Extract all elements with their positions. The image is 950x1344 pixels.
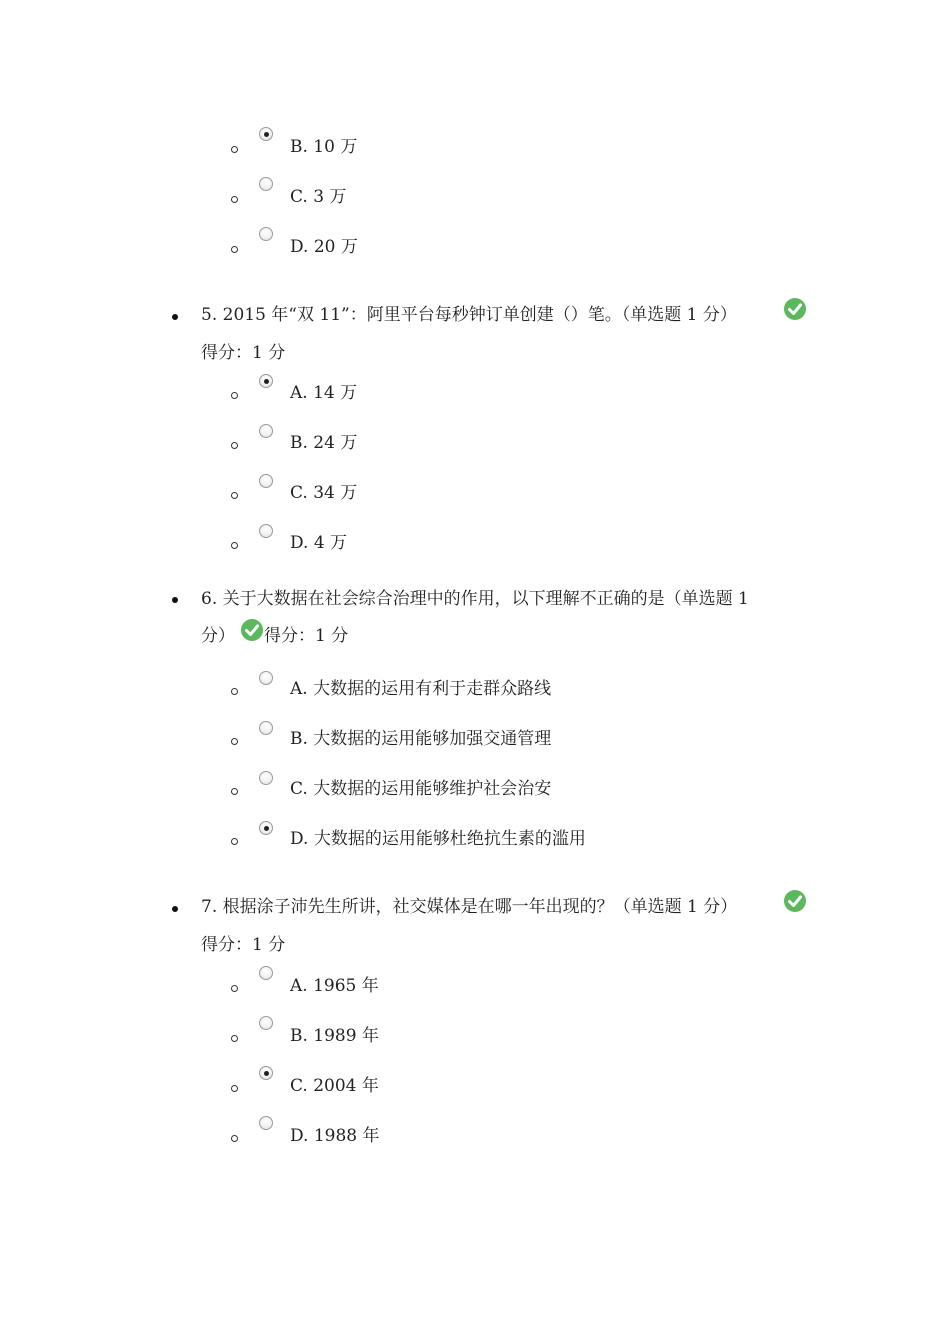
score-text: 得分：1 分 [201,343,286,363]
radio-q7-d[interactable] [259,1116,273,1130]
option-label: A. 大数据的运用有利于走群众路线 [290,679,552,699]
question-bullet [172,597,178,603]
option-bullet [231,246,238,253]
option-label: D. 4 万 [290,533,348,553]
question-text-cont: 分） [201,626,235,646]
radio-q7-b[interactable] [259,1016,273,1030]
option-bullet [231,146,238,153]
correct-check-icon [784,298,806,320]
radio-q7-a[interactable] [259,966,273,980]
option-bullet [231,1035,238,1042]
radio-q5-a[interactable] [259,374,273,388]
question-bullet [172,906,178,912]
option-label: D. 1988 年 [290,1126,380,1146]
question-text: 6. 关于大数据在社会综合治理中的作用，以下理解不正确的是（单选题 1 [201,589,749,609]
option-label: B. 24 万 [290,433,358,453]
radio-q7-c[interactable] [259,1066,273,1080]
radio-q4-c[interactable] [259,177,273,191]
option-label: B. 1989 年 [290,1026,379,1046]
option-label: B. 10 万 [290,137,358,157]
question-text: 7. 根据涂子沛先生所讲，社交媒体是在哪一年出现的？（单选题 1 分） [201,897,738,917]
option-label: B. 大数据的运用能够加强交通管理 [290,729,552,749]
question-text: 5. 2015 年“双 11”：阿里平台每秒钟订单创建（）笔。（单选题 1 分） [201,305,737,325]
option-label: C. 34 万 [290,483,358,503]
radio-q5-b[interactable] [259,424,273,438]
option-bullet [231,738,238,745]
option-bullet [231,196,238,203]
option-label: C. 3 万 [290,187,347,207]
option-label: C. 大数据的运用能够维护社会治安 [290,779,552,799]
radio-q4-d[interactable] [259,227,273,241]
radio-q5-d[interactable] [259,524,273,538]
score-text: 得分：1 分 [201,935,286,955]
option-bullet [231,788,238,795]
score-text: 得分：1 分 [264,626,349,646]
option-label: D. 大数据的运用能够杜绝抗生素的滥用 [290,829,586,849]
question-bullet [172,314,178,320]
option-bullet [231,688,238,695]
option-label: A. 1965 年 [290,976,379,996]
option-bullet [231,985,238,992]
option-bullet [231,542,238,549]
option-bullet [231,442,238,449]
option-bullet [231,392,238,399]
option-bullet [231,492,238,499]
radio-q4-b[interactable] [259,127,273,141]
option-label: C. 2004 年 [290,1076,379,1096]
radio-q6-c[interactable] [259,771,273,785]
option-bullet [231,1135,238,1142]
radio-q6-d[interactable] [259,821,273,835]
option-label: A. 14 万 [290,383,358,403]
option-label: D. 20 万 [290,237,358,257]
correct-check-icon [241,619,263,641]
option-bullet [231,838,238,845]
radio-q6-a[interactable] [259,671,273,685]
option-bullet [231,1085,238,1092]
correct-check-icon [784,890,806,912]
radio-q5-c[interactable] [259,474,273,488]
radio-q6-b[interactable] [259,721,273,735]
